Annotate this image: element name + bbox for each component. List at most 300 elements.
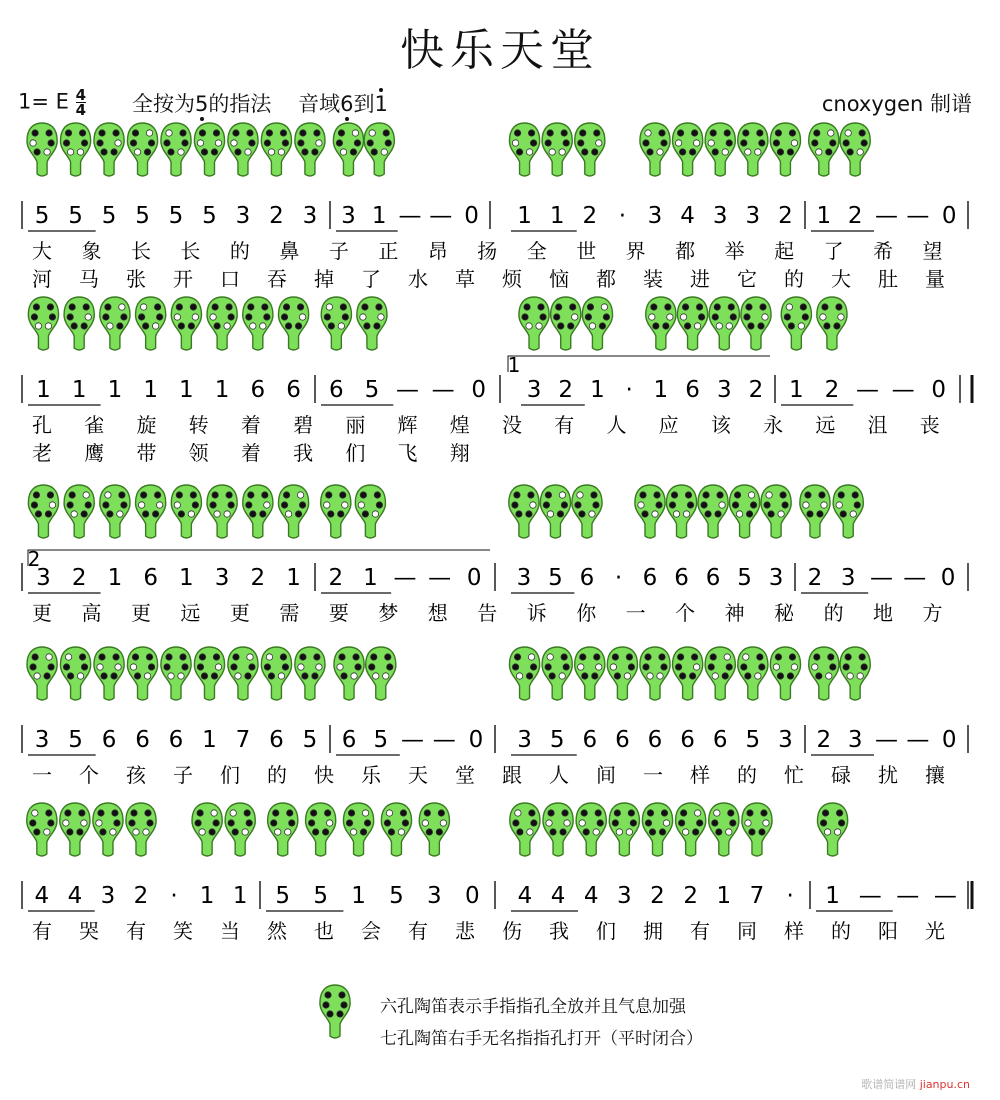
lyric-char: 的 xyxy=(784,267,804,291)
ocarina-fingering-icon xyxy=(357,297,387,350)
ocarina-fingering-icon xyxy=(840,123,870,176)
jianpu-note: 2 xyxy=(816,727,832,753)
jianpu-note: 6 xyxy=(680,727,695,753)
lyric-char: 着 xyxy=(240,441,261,465)
jianpu-note: 6 xyxy=(712,727,728,753)
ocarina-fingering-icon xyxy=(60,123,90,176)
jianpu-note: 2 xyxy=(650,883,665,909)
jianpu-note: 5 xyxy=(389,883,404,909)
jianpu-note: 6 xyxy=(341,727,357,753)
ocarina-fingering-icon xyxy=(100,297,130,350)
jianpu-note: 3 xyxy=(235,203,251,229)
lyric-char: 该 xyxy=(710,413,731,437)
ocarina-fingering-icon xyxy=(572,485,602,538)
fingering-note-value: 5 xyxy=(195,92,209,116)
jianpu-note: 1 xyxy=(107,565,123,591)
ocarina-fingering-icon xyxy=(770,647,800,700)
jianpu-note: 1 xyxy=(179,565,194,591)
ocarina-fingering-icon xyxy=(93,803,123,856)
jianpu-note: 0 xyxy=(471,377,486,403)
jianpu-note: 0 xyxy=(940,565,956,591)
jianpu-note: — xyxy=(875,727,898,753)
ocarina-fingering-icon xyxy=(321,485,351,538)
jianpu-note: 6 xyxy=(705,565,721,591)
jianpu-note: 3 xyxy=(840,565,856,591)
lyric-char: 方 xyxy=(922,601,943,625)
jianpu-note: 6 xyxy=(135,727,150,753)
lyric-char: 诉 xyxy=(526,601,547,625)
ocarina-fingering-icon xyxy=(343,803,373,856)
jianpu-note: 1 xyxy=(202,727,217,753)
jianpu-note: 6 xyxy=(579,565,595,591)
jianpu-note: 3 xyxy=(427,883,442,909)
lyric-char: 攘 xyxy=(925,763,945,787)
jianpu-note: 3 xyxy=(214,565,230,591)
jianpu-note: 4 xyxy=(680,203,695,229)
lyric-char: 举 xyxy=(724,239,745,263)
lyric-char: 正 xyxy=(378,239,399,263)
jianpu-note: 3 xyxy=(647,203,663,229)
lyric-char: 世 xyxy=(576,239,597,263)
ocarina-fingering-icon xyxy=(278,297,308,350)
ocarina-fingering-icon xyxy=(576,803,606,856)
lyric-char: 们 xyxy=(596,919,616,943)
lyric-char: 更 xyxy=(229,601,250,625)
jianpu-note: — xyxy=(875,203,898,229)
jianpu-note: 6 xyxy=(615,727,630,753)
time-sig-numerator: 4 xyxy=(75,86,87,104)
ocarina-fingering-icon xyxy=(355,485,385,538)
jianpu-note: 3 xyxy=(745,203,761,229)
lyric-char: 的 xyxy=(267,763,287,787)
ocarina-fingering-icon xyxy=(60,803,90,856)
ocarina-fingering-icon xyxy=(509,123,539,176)
ocarina-fingering-icon xyxy=(161,123,191,176)
ocarina-fingering-icon xyxy=(543,803,573,856)
jianpu-note: — xyxy=(856,377,879,403)
volta-1-bracket xyxy=(508,356,770,372)
jianpu-note: · xyxy=(618,203,627,229)
jianpu-note: — xyxy=(858,883,882,909)
jianpu-note: 5 xyxy=(548,565,563,591)
ocarina-fingering-icon xyxy=(321,297,351,350)
lyric-char: 个 xyxy=(675,601,696,625)
lyric-char: 人 xyxy=(606,413,627,437)
jianpu-note: 2 xyxy=(71,565,87,591)
lyric-char: 忙 xyxy=(784,763,804,787)
jianpu-note: 3 xyxy=(34,727,50,753)
ocarina-fingering-icon xyxy=(640,123,670,176)
jianpu-note: 0 xyxy=(941,203,957,229)
ocarina-fingering-icon xyxy=(761,485,791,538)
ocarina-fingering-icon xyxy=(809,123,839,176)
jianpu-note: — xyxy=(428,565,452,591)
lyric-char: 一 xyxy=(32,763,52,787)
lyric-char: 人 xyxy=(549,763,569,787)
lyric-char: 也 xyxy=(314,919,334,943)
lyric-char: 样 xyxy=(690,763,710,787)
lyric-char: 远 xyxy=(180,601,201,625)
ocarina-fingering-icon xyxy=(228,647,258,700)
jianpu-note: 5 xyxy=(101,203,117,229)
jianpu-note: 1 xyxy=(716,883,732,909)
lyric-char: 阳 xyxy=(878,919,898,943)
lyric-char: 快 xyxy=(314,763,334,787)
jianpu-note: 5 xyxy=(549,727,565,753)
lyric-char: 肚 xyxy=(878,267,898,291)
lyric-char: 跟 xyxy=(502,763,522,787)
jianpu-note: 1 xyxy=(816,203,832,229)
jianpu-note: 1 xyxy=(71,377,87,403)
lyric-char: 子 xyxy=(173,763,193,787)
jianpu-note: 4 xyxy=(583,883,599,909)
lyric-char: 扰 xyxy=(878,763,898,787)
ocarina-fingering-icon xyxy=(609,803,639,856)
jianpu-note: · xyxy=(614,565,623,591)
lyric-char: 的 xyxy=(229,239,250,263)
jianpu-note: — xyxy=(429,203,453,229)
jianpu-note: — xyxy=(933,883,957,909)
ocarina-fingering-icon xyxy=(509,485,539,538)
lyric-char: 一 xyxy=(643,763,663,787)
jianpu-note: 1 xyxy=(371,203,387,229)
lyric-char: 你 xyxy=(576,601,597,625)
lyric-char: 丧 xyxy=(919,413,940,437)
lyric-char: 然 xyxy=(267,919,287,943)
ocarina-fingering-icon xyxy=(94,647,124,700)
lyric-char: 需 xyxy=(279,601,300,625)
ocarina-fingering-icon xyxy=(171,485,201,538)
page-title: 快乐天堂 xyxy=(400,25,600,76)
ocarina-fingering-icon xyxy=(194,647,224,700)
ocarina-fingering-icon xyxy=(136,485,166,538)
ocarina-fingering-icon xyxy=(381,803,411,856)
lyric-char: 长 xyxy=(180,239,201,263)
lyric-char: 都 xyxy=(596,267,616,291)
lyric-char: 永 xyxy=(763,413,784,437)
ocarina-fingering-icon xyxy=(278,485,308,538)
jianpu-note: 0 xyxy=(941,727,957,753)
ocarina-fingering-icon xyxy=(64,297,94,350)
lyric-char: 象 xyxy=(81,239,102,263)
jianpu-note: 2 xyxy=(824,377,840,403)
key-label: 1= E xyxy=(18,89,69,114)
ocarina-fingering-icon xyxy=(729,485,759,538)
jianpu-note: 1 xyxy=(107,377,123,403)
jianpu-note: 6 xyxy=(329,377,344,403)
jianpu-note: — xyxy=(398,203,422,229)
jianpu-note: 1 xyxy=(590,377,605,403)
lyric-char: 想 xyxy=(427,601,448,625)
ocarina-fingering-icon xyxy=(509,647,539,700)
jianpu-note: 3 xyxy=(778,727,793,753)
ocarina-fingering-icon xyxy=(673,123,703,176)
lyric-char: 样 xyxy=(784,919,804,943)
jianpu-note: 6 xyxy=(582,727,598,753)
ocarina-fingering-icon xyxy=(833,485,863,538)
lyric-char: 雀 xyxy=(84,413,105,437)
lyric-char: 转 xyxy=(188,413,209,437)
jianpu-note: 1 xyxy=(36,377,51,403)
lyric-char: 更 xyxy=(130,601,151,625)
lyric-char: 着 xyxy=(240,413,261,437)
range-high: 1 xyxy=(374,92,388,116)
jianpu-note: 4 xyxy=(34,883,50,909)
lyric-char: 孔 xyxy=(32,413,52,437)
jianpu-note: 0 xyxy=(468,727,484,753)
lyric-char: 扬 xyxy=(477,239,498,263)
ocarina-fingering-icon xyxy=(333,123,363,176)
ocarina-fingering-icon xyxy=(677,297,707,350)
ocarina-fingering-icon xyxy=(781,297,811,350)
ocarina-fingering-icon xyxy=(709,803,739,856)
lyric-char: 更 xyxy=(32,601,52,625)
lyric-char: 都 xyxy=(675,239,696,263)
ocarina-fingering-icon xyxy=(28,297,58,350)
ocarina-fingering-icon xyxy=(709,297,739,350)
lyric-char: 当 xyxy=(220,919,240,943)
ocarina-fingering-icon xyxy=(519,297,549,350)
lyric-char: 秘 xyxy=(774,601,795,625)
jianpu-note: · xyxy=(170,883,178,909)
jianpu-note: — xyxy=(396,377,419,403)
lyric-char: 高 xyxy=(81,601,102,625)
fingering-suffix: 的指法 xyxy=(208,92,272,116)
lyric-char: 丽 xyxy=(345,413,366,437)
jianpu-note: 1 xyxy=(653,377,669,403)
ocarina-fingering-icon xyxy=(243,297,273,350)
jianpu-note: 2 xyxy=(558,377,574,403)
jianpu-note: 2 xyxy=(683,883,698,909)
ocarina-fingering-icon xyxy=(540,485,570,538)
ocarina-fingering-icon xyxy=(27,803,57,856)
legend-line-2: 七孔陶笛右手无名指指孔打开（平时闭合） xyxy=(380,1029,703,1049)
lyric-char: 飞 xyxy=(397,441,418,465)
jianpu-note: 2 xyxy=(250,565,266,591)
lyric-char: 它 xyxy=(737,267,757,291)
jianpu-note: 1 xyxy=(351,883,366,909)
jianpu-note: 3 xyxy=(526,377,542,403)
jianpu-note: 1 xyxy=(179,377,194,403)
lyric-char: 河 xyxy=(32,267,52,291)
ocarina-fingering-icon xyxy=(742,803,772,856)
lyric-char: 界 xyxy=(625,239,646,263)
jianpu-note: — xyxy=(401,727,424,753)
jianpu-note: 7 xyxy=(749,883,765,909)
ocarina-fingering-icon xyxy=(94,123,124,176)
lyric-char: 大 xyxy=(32,239,52,263)
lyric-char: 有 xyxy=(554,413,575,437)
arranger-credit: cnoxygen 制谱 xyxy=(821,92,972,116)
jianpu-note: 1 xyxy=(363,565,378,591)
jianpu-note: 6 xyxy=(642,565,658,591)
lyric-char: 掉 xyxy=(314,267,334,291)
ocarina-fingering-icon xyxy=(194,123,224,176)
ocarina-fingering-icon xyxy=(225,803,255,856)
ocarina-fingering-icon xyxy=(261,123,291,176)
ocarina-fingering-icon xyxy=(306,803,336,856)
ocarina-fingering-icon xyxy=(320,985,350,1038)
lyric-char: 旋 xyxy=(136,413,157,437)
jianpu-note: 4 xyxy=(67,883,83,909)
jianpu-note: 3 xyxy=(302,203,318,229)
jianpu-note: 5 xyxy=(313,883,328,909)
ocarina-fingering-icon xyxy=(510,803,540,856)
ocarina-fingering-icon xyxy=(419,803,449,856)
jianpu-note: 6 xyxy=(143,565,158,591)
jianpu-note: 5 xyxy=(135,203,150,229)
ocarina-fingering-icon xyxy=(741,297,771,350)
ocarina-fingering-icon xyxy=(770,123,800,176)
jianpu-note: 3 xyxy=(516,565,532,591)
lyric-char: 应 xyxy=(658,413,679,437)
lyric-char: 没 xyxy=(502,413,522,437)
lyric-char: 天 xyxy=(408,763,428,787)
lyric-char: 同 xyxy=(737,919,757,943)
jianpu-note: 1 xyxy=(825,883,840,909)
jianpu-note: 5 xyxy=(373,727,389,753)
lyric-char: 鹰 xyxy=(84,441,105,465)
lyric-char: 恼 xyxy=(549,267,569,291)
ocarina-fingering-icon xyxy=(676,803,706,856)
jianpu-note: — xyxy=(870,565,893,591)
ocarina-fingering-icon xyxy=(171,297,201,350)
volta-2-bracket xyxy=(28,550,490,566)
jianpu-note: 0 xyxy=(464,883,480,909)
jianpu-note: 3 xyxy=(36,565,51,591)
jianpu-note: 0 xyxy=(464,203,479,229)
lyric-char: 悲 xyxy=(455,919,475,943)
lyric-char: 我 xyxy=(549,919,569,943)
lyric-char: 乐 xyxy=(361,763,381,787)
lyric-char: 烦 xyxy=(502,267,522,291)
lyric-char: 装 xyxy=(643,267,663,291)
lyric-char: 长 xyxy=(130,239,151,263)
jianpu-note: 6 xyxy=(685,377,700,403)
ocarina-fingering-icon xyxy=(27,647,57,700)
lyric-char: 草 xyxy=(455,267,475,291)
lyric-char: 沮 xyxy=(867,413,888,437)
ocarina-fingering-icon xyxy=(207,485,237,538)
volta-2-label: 2 xyxy=(27,547,41,571)
jianpu-note: 6 xyxy=(168,727,184,753)
lyric-char: 神 xyxy=(724,601,745,625)
jianpu-note: · xyxy=(786,883,794,909)
ocarina-fingering-icon xyxy=(705,123,735,176)
jianpu-note: 5 xyxy=(168,203,184,229)
ocarina-fingering-icon xyxy=(64,485,94,538)
jianpu-note: 3 xyxy=(341,203,356,229)
jianpu-note: 0 xyxy=(466,565,482,591)
lyric-char: 们 xyxy=(345,441,366,465)
jianpu-note: 0 xyxy=(931,377,946,403)
lyric-char: 告 xyxy=(477,601,498,625)
ocarina-fingering-icon xyxy=(800,485,830,538)
jianpu-note: — xyxy=(903,565,927,591)
lyric-char: 开 xyxy=(173,267,193,291)
lyric-char: 有 xyxy=(32,919,52,943)
watermark-url: jianpu.cn xyxy=(919,1078,970,1091)
lyric-char: 哭 xyxy=(79,919,99,943)
jianpu-note: — xyxy=(431,377,455,403)
jianpu-note: 1 xyxy=(143,377,158,403)
jianpu-note: 3 xyxy=(847,727,863,753)
lyric-char: 要 xyxy=(328,601,349,625)
jianpu-note: 6 xyxy=(250,377,266,403)
range-mid: 到 xyxy=(353,92,375,116)
ocarina-fingering-icon xyxy=(635,485,665,538)
lyric-char: 煌 xyxy=(449,413,470,437)
lyric-char: 希 xyxy=(873,239,894,263)
lyric-char: 我 xyxy=(293,441,314,465)
jianpu-note: — xyxy=(896,883,920,909)
lyric-char: 吞 xyxy=(267,267,287,291)
legend-line-1: 六孔陶笛表示手指指孔全放并且气息加强 xyxy=(380,997,686,1017)
ocarina-fingering-icon xyxy=(738,123,768,176)
watermark-site: 歌谱简谱网 xyxy=(861,1078,917,1091)
ocarina-fingering-icon xyxy=(582,297,612,350)
lyric-char: 拥 xyxy=(643,919,663,943)
lyric-char: 光 xyxy=(925,919,945,943)
ocarina-fingering-icon xyxy=(127,647,157,700)
ocarina-fingering-icon xyxy=(840,647,870,700)
jianpu-note: 1 xyxy=(232,883,248,909)
lyric-char: 全 xyxy=(526,239,547,263)
lyric-char: 马 xyxy=(79,267,99,291)
lyric-char: 子 xyxy=(328,239,349,263)
ocarina-fingering-icon xyxy=(60,647,90,700)
range-prefix: 音域 xyxy=(298,92,341,116)
lyric-char: 昂 xyxy=(427,239,448,263)
ocarina-fingering-icon xyxy=(809,647,839,700)
lyric-char: 远 xyxy=(815,413,836,437)
jianpu-note: 2 xyxy=(582,203,598,229)
lyric-char: 量 xyxy=(925,267,945,291)
jianpu-note: 1 xyxy=(214,377,230,403)
lyric-char: 碧 xyxy=(293,413,314,437)
lyric-char: 望 xyxy=(922,239,943,263)
time-sig-denominator: 4 xyxy=(75,101,87,119)
lyric-char: 笑 xyxy=(173,919,193,943)
lyric-char: 口 xyxy=(220,267,240,291)
lyric-char: 鼻 xyxy=(279,239,300,263)
lyric-char: 带 xyxy=(136,441,157,465)
ocarina-fingering-icon xyxy=(642,803,672,856)
ocarina-fingering-icon xyxy=(666,485,696,538)
jianpu-note: — xyxy=(432,727,456,753)
jianpu-note: 3 xyxy=(517,727,532,753)
jianpu-note: 5 xyxy=(202,203,217,229)
jianpu-note: 7 xyxy=(235,727,251,753)
ocarina-fingering-icon xyxy=(646,297,676,350)
lyric-char: 有 xyxy=(408,919,428,943)
lyric-char: 孩 xyxy=(126,763,146,787)
lyric-char: 张 xyxy=(126,267,146,291)
jianpu-note: 1 xyxy=(549,203,565,229)
ocarina-fingering-icon xyxy=(192,803,222,856)
jianpu-note: 4 xyxy=(517,883,533,909)
ocarina-fingering-icon xyxy=(673,647,703,700)
jianpu-note: 6 xyxy=(674,565,689,591)
ocarina-fingering-icon xyxy=(268,803,298,856)
ocarina-fingering-icon xyxy=(575,647,605,700)
lyric-char: 地 xyxy=(873,601,894,625)
ocarina-fingering-icon xyxy=(136,297,166,350)
ocarina-fingering-icon xyxy=(127,123,157,176)
jianpu-note: — xyxy=(393,565,417,591)
jianpu-note: 5 xyxy=(745,727,761,753)
lyric-char: 们 xyxy=(220,763,240,787)
